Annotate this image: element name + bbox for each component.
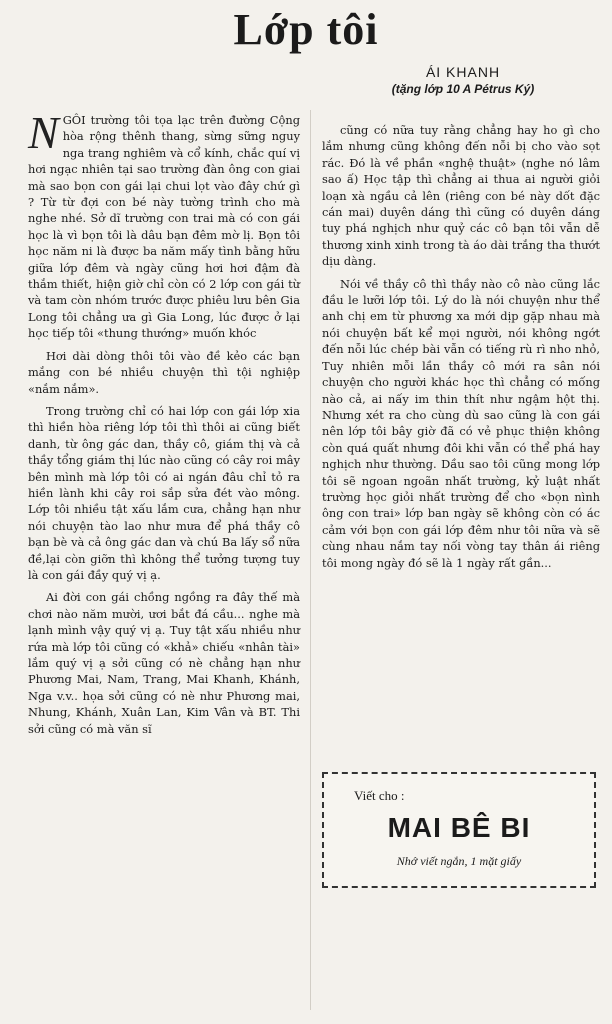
paragraph: Hơi dài dòng thôi tôi vào đề kẻo các bạn mắng con bé nhiều chuyện thì tội nghiệp «nắm nắm». [28,348,300,396]
paragraph [28,107,300,342]
dedication: (tặng lớp 10 A Pétrus Ký) [391,82,535,96]
left-column [28,107,300,743]
paragraph: Ai đời con gái chồng ngồng ra đây thế mà chơi nào năm mười, ươi bắt đá cầu... nghe mà lạnh mình vậy quý vị ạ. Tuy tật xấu nhiều như rứa mà lớp tôi cũng có «khả» chiếu «nhân tài» lắm quý vị ạ sởi cũng có nè chẳng hạn như Phương Mai, Nam, Trang, Mai Khanh, Khánh, Nga v.v.. họa sởi cũng có nè như Phương mai, Nhung, Khánh, Xuân Lan, Kim Vân và BT. Thi sởi cũng có mà văn sĩ [28,590,300,736]
letters-box [322,772,596,888]
author-name: ÁI KHANH [425,64,501,80]
paragraph: Nói về thầy cô thì thầy nào cô nào cũng lắc đầu le lưỡi lớp tôi. Lý do là nói chuyện như thể anh chị em từ phương xa mới dịp gặp nhau mà nói chuyện bất kể mọi người, nói không ngớt đến nỗi lúc chép bài vẫn có tiếng rù rì nho nhỏ, Tuy nhiên mỗi lần thầy cô mới ra sân nói chuyện cho người khác học thì chẳng có mống nào cả, ai nấy im thin thít như ngậm hột thị. Nhưng xét ra cho cùng dù sao cũng là con gái nên lớp tôi bây giờ đã có vẻ phục thiện không còn quá quất nhưng đôi khi vẫn có thể phá hay nghịch như thường. Dầu sao tôi cũng mong lớp tôi sẽ ngoan ngoãn nhất trường, kỷ luật nhất trường học giỏi nhất trường để cho «bọn nình ông con trai» lớp ban ngày sẽ không còn có ác cảm với bọn con gái lớp đêm như tôi nữa và sẽ cùng nhau nắm tay nối vòng tay thân ái riêng tôi mong ngày đó sẽ là 1 ngày rất gần... [322,276,600,570]
paragraph: Trong trường chỉ có hai lớp con gái lớp xia thì hiền hòa riêng lớp tôi thì thôi ai cũng biết danh, từ ông gác dan, thầy cô, giám thị và cả thầy tổng giám thị lúc nào cũng có cây roi mây bên mình mà lớp tôi có ai ngán đâu chỉ tỏ ra hiền lành khi cây roi sắp sửa đét vào mông. Lớp tôi nhiều tật xấu lắm cưa, chẳng hạn như nói chuyện tào lao như mưa để phá thầy cô bạn bè và cả ông gác dan và chú Ba lấy sổ nữa đề,lại còn giỡn thì không thể tưởng tượng tuy là con gái đầy quý vị ạ. [28,403,300,582]
right-column [322,122,600,577]
byline [318,64,608,96]
column-divider [310,110,311,1010]
paragraph: cũng có nữa tuy rằng chẳng hay ho gì cho lắm nhưng cũng không đến nỗi bị cho vào sọt rác. Đó là về phần «nghệ thuật» (nghe nó lâm sao ấ) Học tập thì chẳng ai thua ai người giỏi loạn xà ngầu cả lên (riêng con bé này dốt đặc cán mai) duyên dáng thì cũng có duyên dáng tuy phá nghịch như quỷ các cô bạn tôi vẫn dễ thương xinh xinh trong tà áo dài trắng tha thướt dịu dàng. [322,123,600,269]
article-title: Lớp tôi [233,5,379,54]
drop-cap: N [28,107,59,158]
letters-recipient: MAI BÊ BI [387,812,531,843]
letters-label: Viết cho : [354,788,405,803]
letters-note: Nhớ viết ngắn, 1 mặt giấy [396,854,522,868]
paragraph-text: GÔI trường tôi tọa lạc trên đường Cộng hòa rộng thênh thang, sừng sững nguy nga trang nghiêm và cổ kính, chắc quí vị hơi ngạc nhiên tại sao trường đàn ông con giai mà sao bọn con gái lại chui lọt vào đây chứ gì ? Từ từ đợi con bé này tường trình cho mà nghe nhé. Sở dĩ trường con trai mà có con gái học là vì bọn tôi là dâu bạn đêm mờ lị. Bọn tôi học năm ni là được ba năm mấy tình bằng hữu giữa lớp đêm và ngày cũng hơi hơi đậm đà thắm thiết, hiện giờ chỉ còn có 2 lớp con gái từ và tam còn nhóm trước được phiêu lưu bên Gia Long tôi chẳng ưa gì Gia Long, lúc được ở lại học tiếp tôi «thung thướng» muốn khóc [28,113,300,341]
